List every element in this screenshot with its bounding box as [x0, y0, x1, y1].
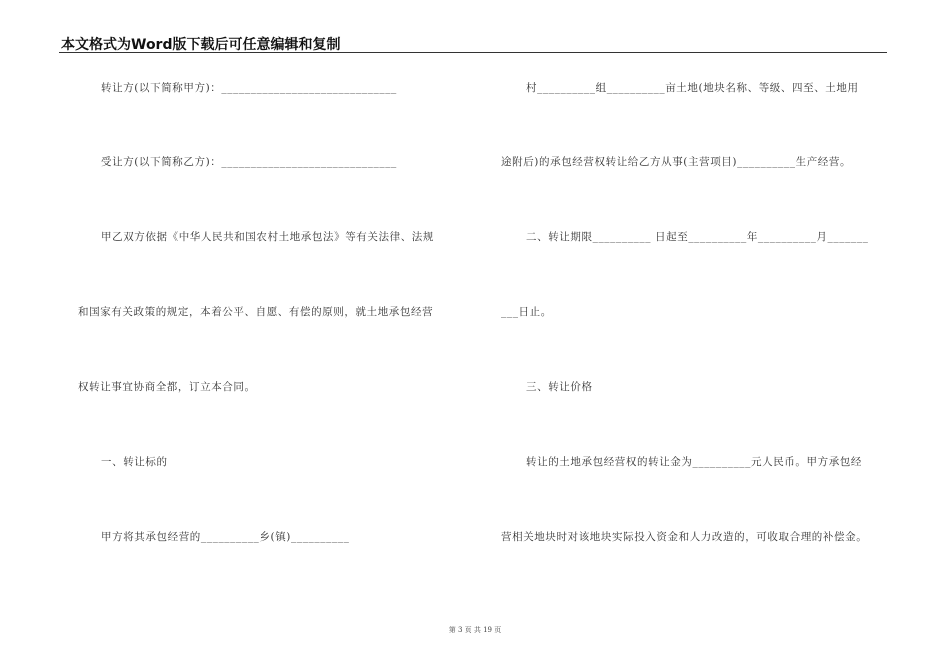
paragraph-line: 转让方(以下简称甲方)：______________________________: [101, 82, 397, 94]
paragraph-line: 甲方将其承包经营的__________乡(镇)__________: [101, 531, 350, 543]
paragraph-line: ___日止。: [501, 306, 552, 318]
section-heading: 三、转让价格: [526, 381, 593, 393]
paragraph-line: 受让方(以下简称乙方)：______________________________: [101, 156, 397, 168]
paragraph-line: 转让的土地承包经营权的转让金为__________元人民币。甲方承包经: [526, 456, 862, 468]
page-header-title: 本文格式为Word版下载后可任意编辑和复制: [61, 37, 341, 53]
paragraph-line: 营相关地块时对该地块实际投入资金和人力改造的，可收取合理的补偿金。: [501, 531, 868, 543]
paragraph-line: 和国家有关政策的规定，本着公平、自愿、有偿的原则，就土地承包经营: [78, 306, 434, 318]
paragraph-line: 权转让事宜协商全都，订立本合同。: [78, 381, 256, 393]
paragraph-line: 途附后)的承包经营权转让给乙方从事(主营项目)__________生产经营。: [501, 156, 852, 168]
section-heading: 二、转让期限__________ 日起至__________年__________月_______: [526, 231, 869, 243]
header-rule: [59, 52, 887, 53]
paragraph-line: 村__________组__________亩土地(地块名称、等级、四至、土地用: [526, 82, 859, 94]
paragraph-line: 甲乙双方依据《中华人民共和国农村土地承包法》等有关法律、法规: [101, 231, 434, 243]
section-heading: 一、转让标的: [101, 456, 168, 468]
page-number: 第 3 页 共 19 页: [448, 626, 502, 634]
